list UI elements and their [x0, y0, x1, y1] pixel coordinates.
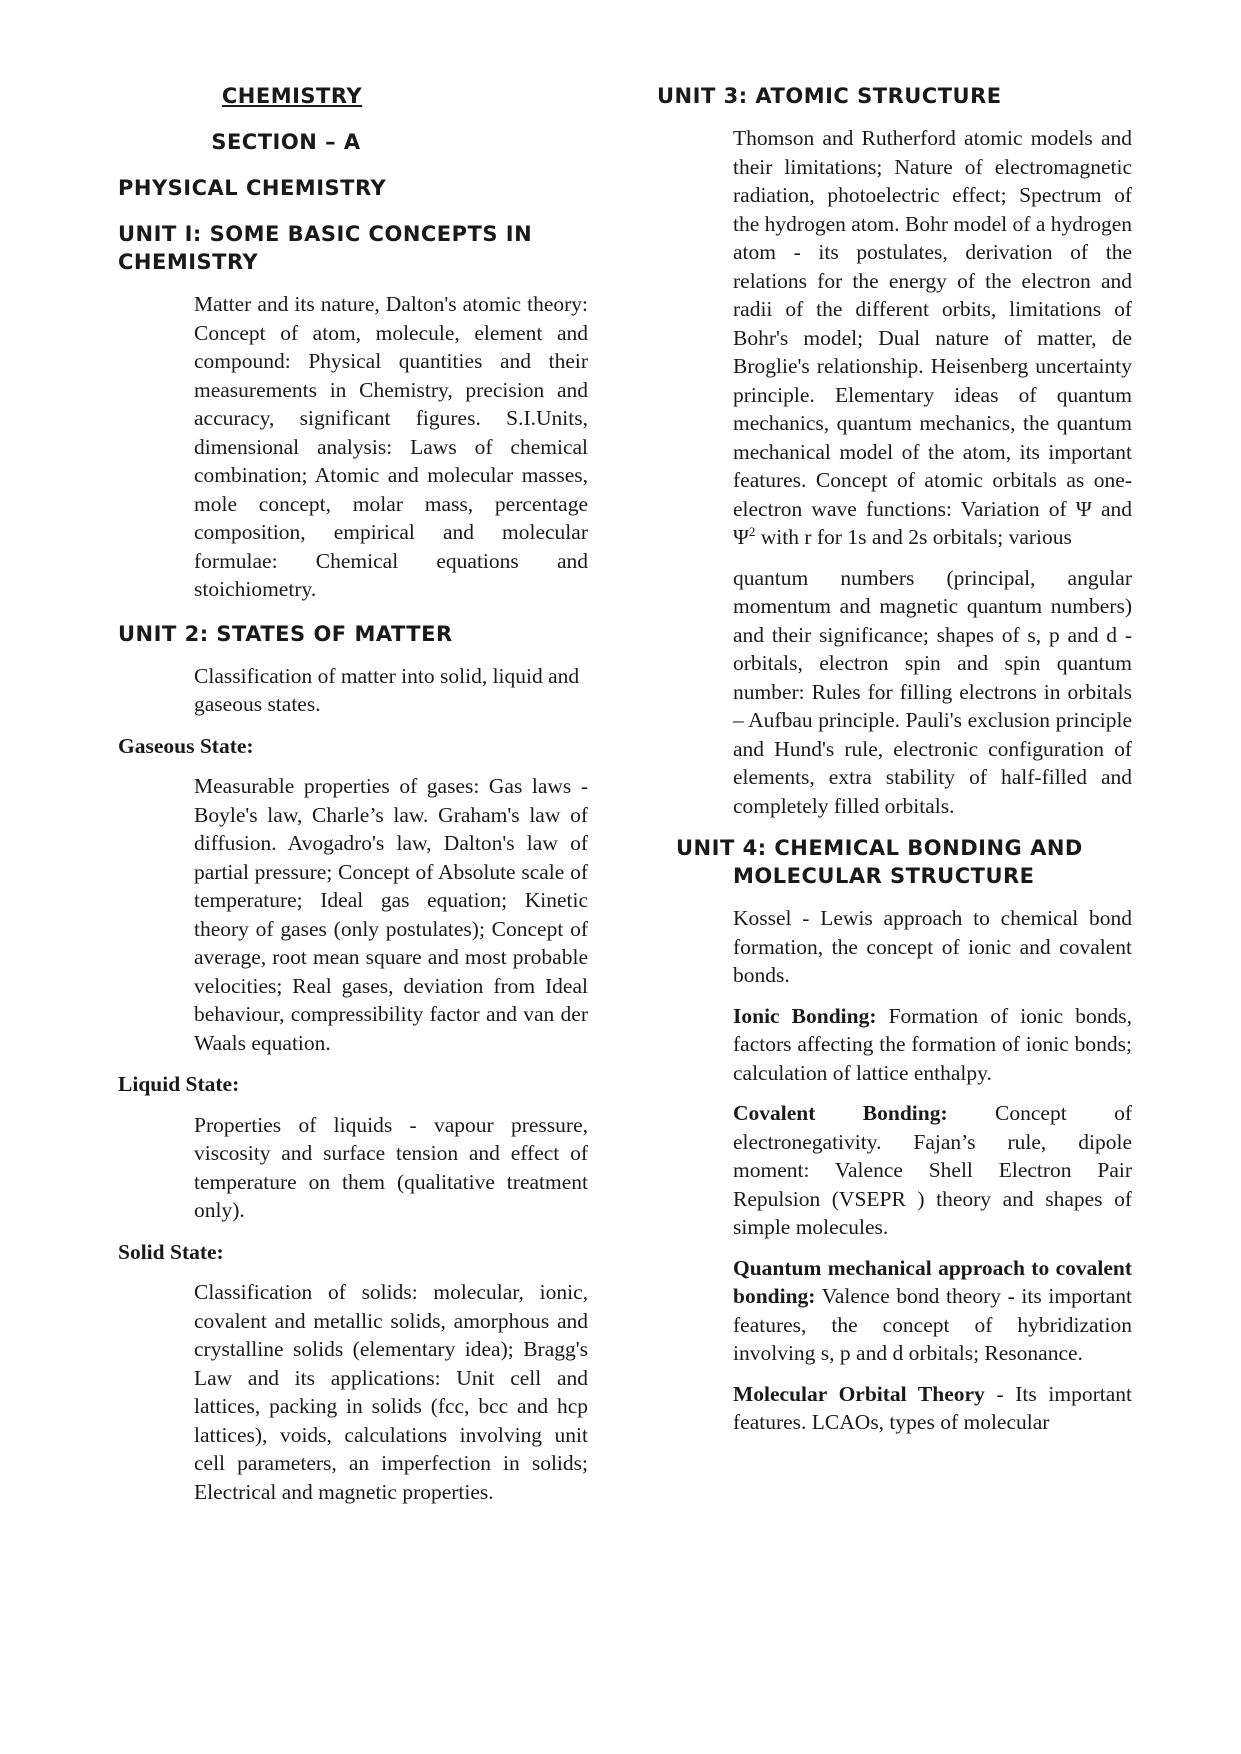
psi-squared-superscript: 2 [748, 523, 756, 539]
ionic-bonding-body: Formation of ionic bonds, factors affecting the formation of ionic bonds; calculation of lattice enthalpy. [733, 1003, 1132, 1085]
covalent-bonding-body: Concept of electronegativity. Fajan’s rule, dipole moment: Valence Shell Electron Pair Repulsion (VSEPR ) theory and shapes of simple molecules. [733, 1101, 1132, 1239]
unit-1 [118, 220, 588, 604]
ionic-bonding-heading: Ionic Bonding: [733, 1003, 877, 1028]
unit-3-body-2: quantum numbers (principal, angular momentum and magnetic quantum numbers) and their significance; shapes of s, p and d - orbitals, electron spin and spin quantum number: Rules for filling electrons in orbitals – Aufbau principle. Pauli's exclusion principle and Hund's rule, electronic configuration of elements, extra stability of half-filled and completely filled orbitals. [733, 565, 1132, 818]
molecular-orbital-heading: Molecular Orbital Theory [733, 1381, 985, 1406]
unit-1-heading [118, 220, 588, 276]
unit-1-heading-line2: CHEMISTRY [118, 250, 259, 274]
gaseous-state-body: Measurable properties of gases: Gas laws - Boyle's law, Charle’s law. Graham's law of diffusion. Avogadro's law, Dalton's law of partial pressure; Concept of Absolute scale of temperature; Ideal gas equation; Kinetic theory of gases (only postulates); Concept of average, root mean square and most probable velocities; Real gases, deviation from Ideal behaviour, compressibility factor and van der Waals equation. [194, 774, 588, 1055]
section-heading: SECTION – A [211, 130, 361, 154]
covalent-bonding-paragraph [733, 1099, 1132, 1242]
covalent-bonding-heading: Covalent Bonding: [733, 1101, 948, 1125]
unit-4-heading-line1: UNIT 4: CHEMICAL BONDING AND [676, 836, 1083, 860]
part-heading: PHYSICAL CHEMISTRY [118, 176, 387, 200]
unit-1-heading-line1: UNIT I: SOME BASIC CONCEPTS IN [118, 222, 533, 246]
unit-4 [657, 834, 1132, 1437]
quantum-approach-body: Valence bond theory - its important features, the concept of hybridization involving s, p and d orbitals; Resonance. [733, 1284, 1132, 1365]
solid-state-body: Classification of solids: molecular, ionic, covalent and metallic solids, amorphous and crystalline solids (elementary idea); Bragg's Law and its applications: Unit cell and lattices, packing in solids (fcc, bcc and hcp lattices), voids, calculations involving unit cell parameters, an imperfection in solids; Electrical and magnetic properties. [194, 1280, 588, 1504]
solid-state-heading: Solid State: [118, 1239, 224, 1264]
unit-4-heading-line2: MOLECULAR STRUCTURE [733, 864, 1035, 888]
liquid-state-body: Properties of liquids - vapour pressure, viscosity and surface tension and effect of temperature on them (qualitative treatment only). [194, 1112, 588, 1222]
unit-3 [657, 82, 1132, 820]
unit-2 [118, 620, 588, 1507]
quantum-approach-heading: Quantum mechanical approach to covalent bonding: [733, 1255, 1132, 1308]
unit-3-body-1 [733, 124, 1132, 552]
unit-4-intro: Kossel - Lewis approach to chemical bond formation, the concept of ionic and covalent bonds. [733, 906, 1132, 987]
document-title: CHEMISTRY [221, 84, 363, 108]
unit-4-heading [676, 834, 1132, 862]
quantum-approach-paragraph [733, 1254, 1132, 1368]
unit-3-heading: UNIT 3: ATOMIC STRUCTURE [657, 84, 1002, 108]
unit-3-body-1-end: with r for 1s and 2s orbitals; various [755, 525, 1072, 549]
unit-1-body: Matter and its nature, Dalton's atomic theory: Concept of atom, molecule, element and compound: Physical quantities and their measurements in Chemistry, precision and accuracy, significant figures. S.I.Units, dimensional analysis: Laws of chemical combination; Atomic and molecular masses, mole concept, molar mass, percentage composition, empirical and molecular formulae: Chemical equations and stoichiometry. [194, 292, 588, 601]
ionic-bonding-paragraph [733, 1002, 1132, 1088]
gaseous-state-heading: Gaseous State: [118, 733, 254, 758]
unit-3-body-1-text: Thomson and Rutherford atomic models and their limitations; Nature of electromagnetic radiation, photoelectric effect; Spectrum of the hydrogen atom. Bohr model of a hydrogen atom - its postulates, derivation of the relations for the energy of the electron and radii of the different orbits, limitations of Bohr's model; Dual nature of matter, de Broglie's relationship. Heisenberg uncertainty principle. Elementary ideas of quantum mechanics, quantum mechanics, the quantum mechanical model of the atom, its important features. Concept of atomic orbitals as one-electron wave functions: Variation of Ψ and Ψ [733, 126, 1132, 549]
unit-2-intro: Classification of matter into solid, liquid and gaseous states. [194, 663, 580, 716]
molecular-orbital-body: - Its important features. LCAOs, types of molecular [733, 1381, 1132, 1434]
molecular-orbital-paragraph [733, 1380, 1132, 1437]
liquid-state-heading: Liquid State: [118, 1072, 240, 1096]
unit-2-heading: UNIT 2: STATES OF MATTER [118, 621, 453, 646]
left-column [118, 82, 588, 1506]
right-column [657, 82, 1132, 1437]
